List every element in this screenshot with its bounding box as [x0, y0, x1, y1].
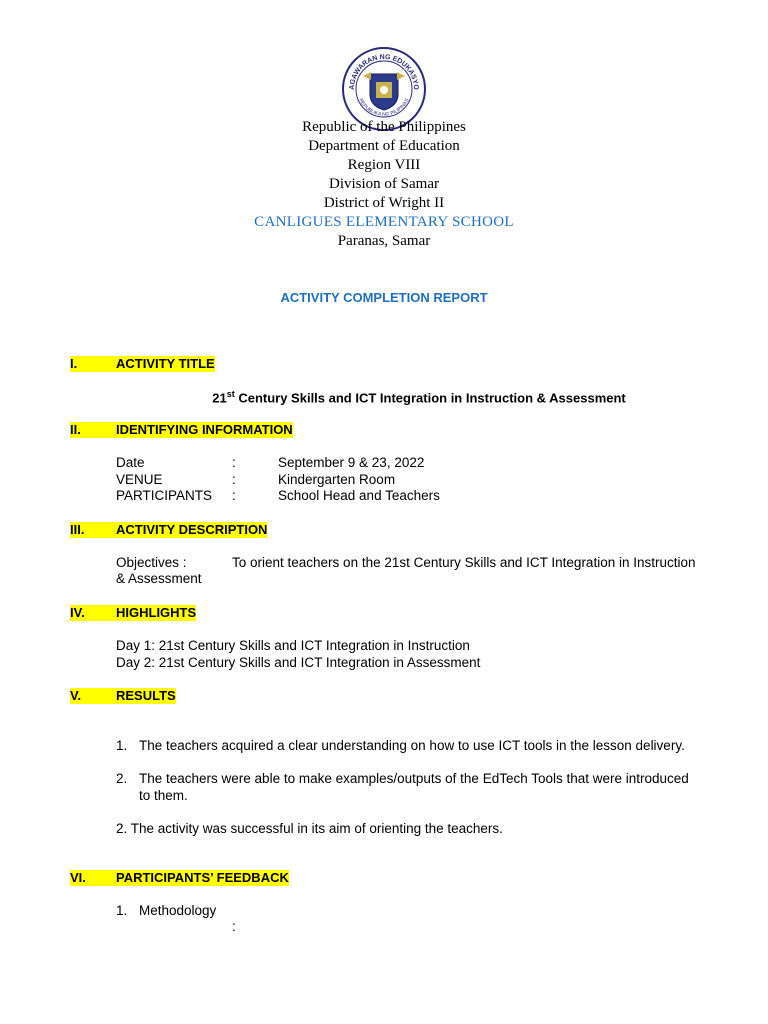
section-4-number: IV. [70, 605, 116, 621]
header-department: Department of Education [308, 138, 460, 154]
date-label: Date [116, 455, 145, 470]
participants-label: PARTICIPANTS [116, 488, 213, 503]
section-3-title: ACTIVITY DESCRIPTION [116, 522, 268, 537]
section-2-title: IDENTIFYING INFORMATION [116, 422, 293, 437]
school-location: Paranas, Samar [337, 233, 431, 249]
highlight-day-1: Day 1: 21st Century Skills and ICT Integration in Instruction [116, 638, 470, 653]
venue-value: Kindergarten Room [278, 472, 396, 487]
section-4-title: HIGHLIGHTS [116, 605, 197, 620]
seal-top-text: AGAWARAN NG EDUKASYO [348, 53, 420, 91]
result-2-text: The teachers were able to make examples/outputs of the EdTech Tools that were introduced [139, 771, 689, 786]
header-region: Region VIII [347, 157, 421, 173]
section-6-title: PARTICIPANTS’ FEEDBACK [116, 870, 289, 885]
activity-title: 21st Century Skills and ICT Integration in Instruction & Assessment [212, 389, 626, 406]
date-value: September 9 & 23, 2022 [278, 455, 425, 470]
objectives-label: Objectives : [116, 555, 187, 570]
header-district: District of Wright II [323, 195, 445, 211]
school-name: CANLIGUES ELEMENTARY SCHOOL [254, 214, 514, 230]
section-1-title: ACTIVITY TITLE [116, 356, 215, 371]
participants-colon: : [232, 488, 236, 503]
report-title: ACTIVITY COMPLETION REPORT [280, 290, 488, 305]
venue-label: VENUE [116, 472, 163, 487]
section-1-number: I. [70, 356, 116, 372]
result-1-number: 1. [116, 738, 128, 753]
section-5-title: RESULTS [116, 688, 176, 703]
feedback-1-colon: : [232, 919, 236, 934]
seal-bottom-text: REPUBLIKA NG PILIPINAS [357, 97, 411, 118]
venue-colon: : [232, 472, 236, 487]
section-3-number: III. [70, 522, 116, 538]
result-2-number: 2. [116, 771, 128, 786]
header-division: Division of Samar [329, 176, 439, 192]
section-5-number: V. [70, 688, 116, 704]
feedback-1-text: Methodology [139, 903, 217, 918]
section-6-number: VI. [70, 870, 116, 886]
result-3-text: 2. The activity was successful in its aim of orienting the teachers. [116, 821, 503, 836]
result-2-text-cont: to them. [139, 788, 188, 803]
date-colon: : [232, 455, 236, 470]
feedback-1-number: 1. [116, 903, 128, 918]
objectives-text-cont: & Assessment [116, 571, 202, 586]
section-2-number: II. [70, 422, 116, 438]
header-republic: Republic of the Philippines [302, 119, 466, 135]
participants-value: School Head and Teachers [278, 488, 440, 503]
objectives-text: To orient teachers on the 21st Century Skills and ICT Integration in Instruction [232, 555, 696, 570]
result-1-text: The teachers acquired a clear understanding on how to use ICT tools in the lesson delivery. [139, 738, 685, 753]
highlight-day-2: Day 2: 21st Century Skills and ICT Integration in Assessment [116, 655, 481, 670]
